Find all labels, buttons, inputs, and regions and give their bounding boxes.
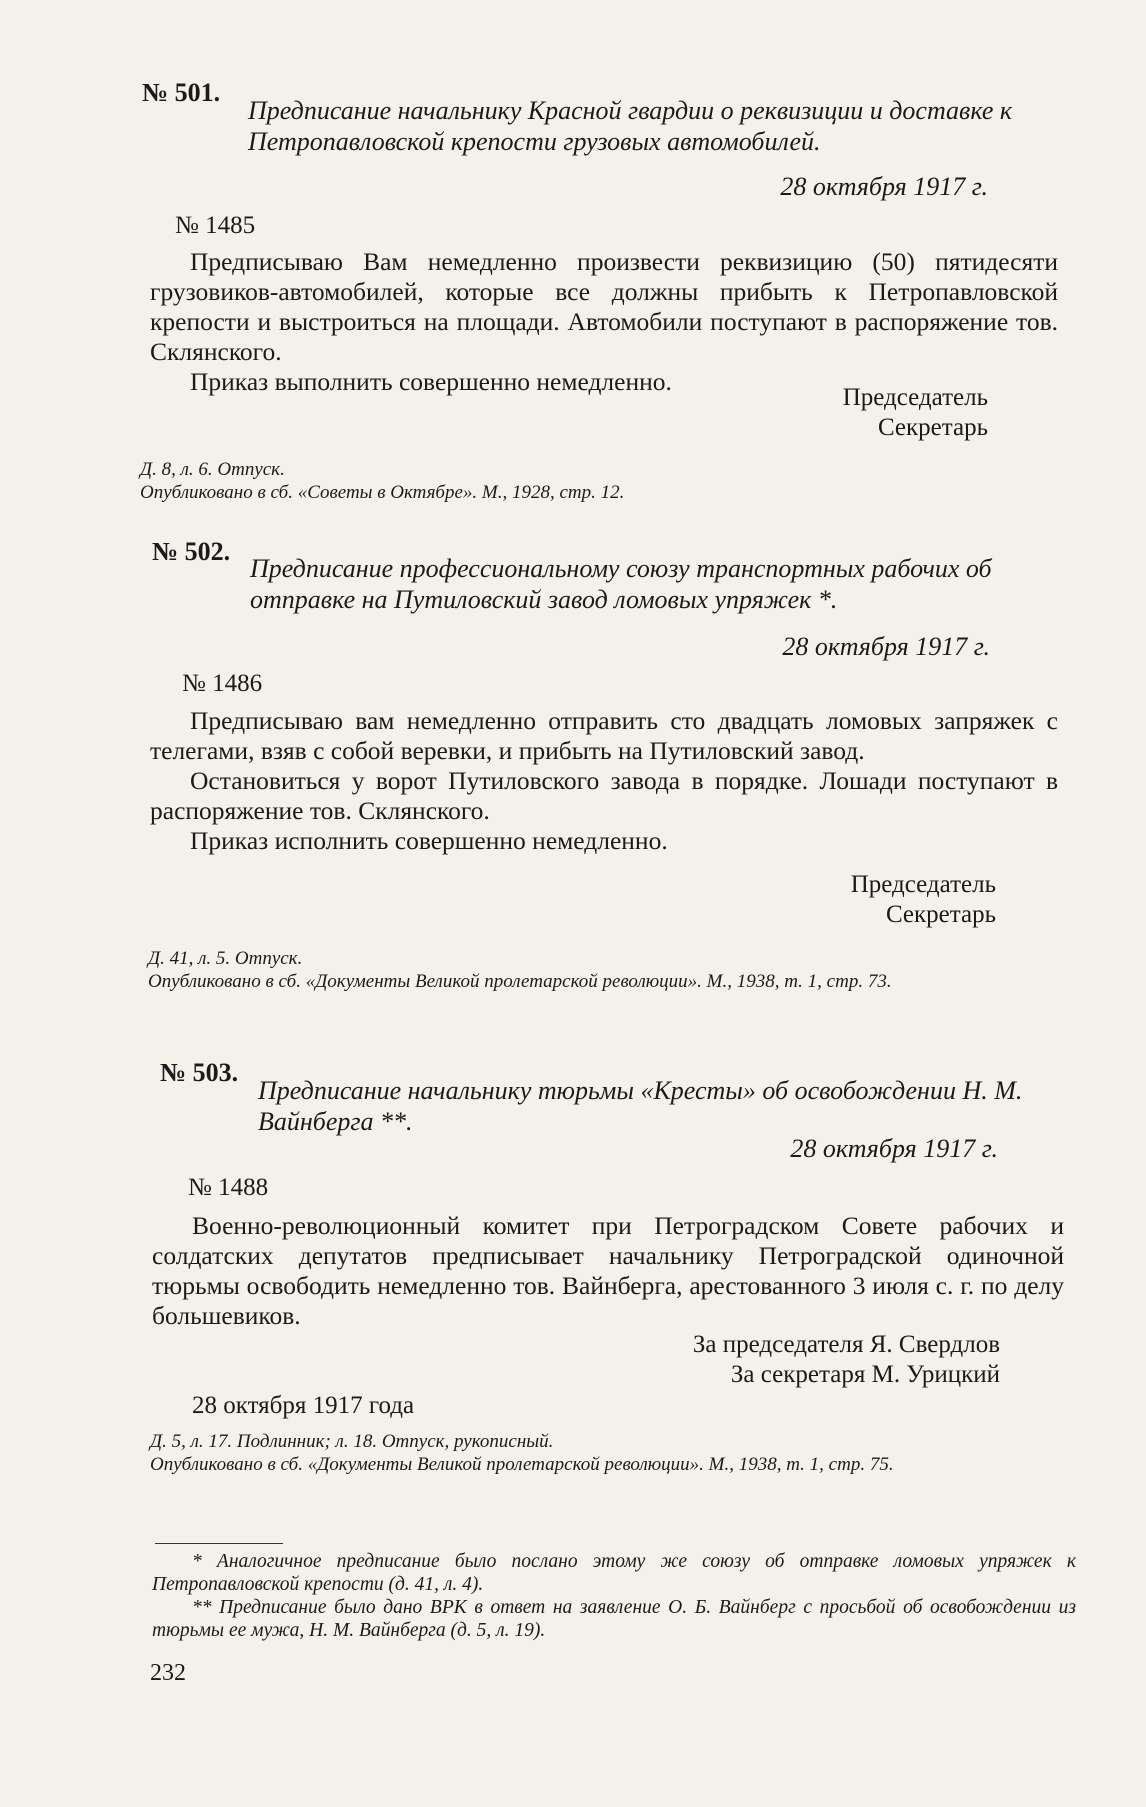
document-body [150, 247, 1058, 397]
signature-secretary: За секретаря М. Урицкий [730, 1361, 1000, 1388]
document-number: № 502. [152, 537, 231, 566]
signature-block [700, 870, 996, 930]
document-title: Предписание начальнику Красной гвардии о реквизиции и доставке к Петропавловской крепости грузовых автомобилей. [248, 96, 1013, 156]
archive-line: Д. 41, л. 5. Отпуск. [148, 948, 303, 969]
paragraph: Приказ выполнить совершенно немедленно. [190, 367, 672, 396]
paragraph: Предписываю Вам немедленно произвести реквизицию (50) пятидесяти грузовиков-автомобилей, которые все должны прибыть к Петропавловской крепости и выстроиться на площади. Автомобили поступают в распоряжение тов. Склянского. [150, 247, 1058, 366]
archive-line: Д. 8, л. 6. Отпуск. [140, 459, 285, 480]
footnote-divider [155, 1543, 283, 1544]
document-number: № 503. [160, 1058, 239, 1087]
publication-line: Опубликовано в сб. «Документы Великой пролетарской революции». М., 1938, т. 1, стр. 75. [150, 1454, 894, 1475]
document-date: 28 октября 1917 г. [782, 632, 990, 661]
document-number: № 501. [142, 78, 221, 107]
document-title: Предписание профессиональному союзу транспортных рабочих об отправке на Путиловский завод ломовых упряжек *. [250, 554, 992, 614]
signature-secretary: Секретарь [877, 414, 988, 441]
paragraph: Предписываю вам немедленно отправить сто двадцать ломовых запряжек с телегами, взяв с собой веревки, и прибыть на Путиловский завод. [150, 706, 1058, 765]
signature-chairman: Председатель [850, 871, 996, 898]
publication-line: Опубликовано в сб. «Документы Великой пролетарской революции». М., 1938, т. 1, стр. 73. [148, 971, 892, 992]
signature-chairman: За председателя Я. Свердлов [692, 1331, 1000, 1358]
footnotes [152, 1550, 1076, 1642]
document-body [150, 706, 1058, 856]
paragraph: Остановиться у ворот Путиловского завода в порядке. Лошади поступают в распоряжение тов. Склянского. [150, 766, 1058, 825]
archive-reference [140, 458, 1040, 504]
paragraph: Военно-революционный комитет при Петроградском Совете рабочих и солдатских депутатов предписывает начальнику Петроградской одиночной тюрьмы освободить немедленно тов. Вайнберга, арестованного 3 июля с. г. по делу большевиков. [152, 1211, 1064, 1330]
document-date: 28 октября 1917 г. [780, 172, 988, 201]
publication-line: Опубликовано в сб. «Советы в Октябре». М., 1928, стр. 12. [140, 482, 625, 503]
signature-secretary: Секретарь [885, 901, 996, 928]
page-number: 232 [150, 1660, 186, 1686]
archive-reference [150, 1430, 1066, 1476]
document-title: Предписание начальнику тюрьмы «Кресты» об освобождении Н. М. Вайнберга **. [258, 1076, 1023, 1136]
signature-block [700, 383, 988, 443]
registration-number: № 1485 [175, 212, 256, 239]
footnote-item: ** Предписание было дано ВРК в ответ на заявление О. Б. Вайнберг с просьбой об освобождении из тюрьмы ее мужа, Н. М. Вайнберга (д. 5, л. 19). [152, 1597, 1076, 1641]
signature-block [560, 1330, 1000, 1390]
archive-line: Д. 5, л. 17. Подлинник; л. 18. Отпуск, рукописный. [150, 1431, 554, 1452]
document-body [152, 1211, 1064, 1331]
registration-number: № 1488 [188, 1174, 269, 1201]
paragraph: Приказ исполнить совершенно немедленно. [190, 826, 668, 855]
registration-number: № 1486 [182, 670, 263, 697]
signature-chairman: Председатель [842, 384, 988, 411]
closing-date: 28 октября 1917 года [192, 1392, 415, 1419]
archive-reference [148, 947, 1058, 993]
document-date: 28 октября 1917 г. [790, 1134, 998, 1163]
footnote-item: * Аналогичное предписание было послано этому же союзу об отправке ломовых упряжек к Петропавловской крепости (д. 41, л. 4). [152, 1551, 1076, 1595]
